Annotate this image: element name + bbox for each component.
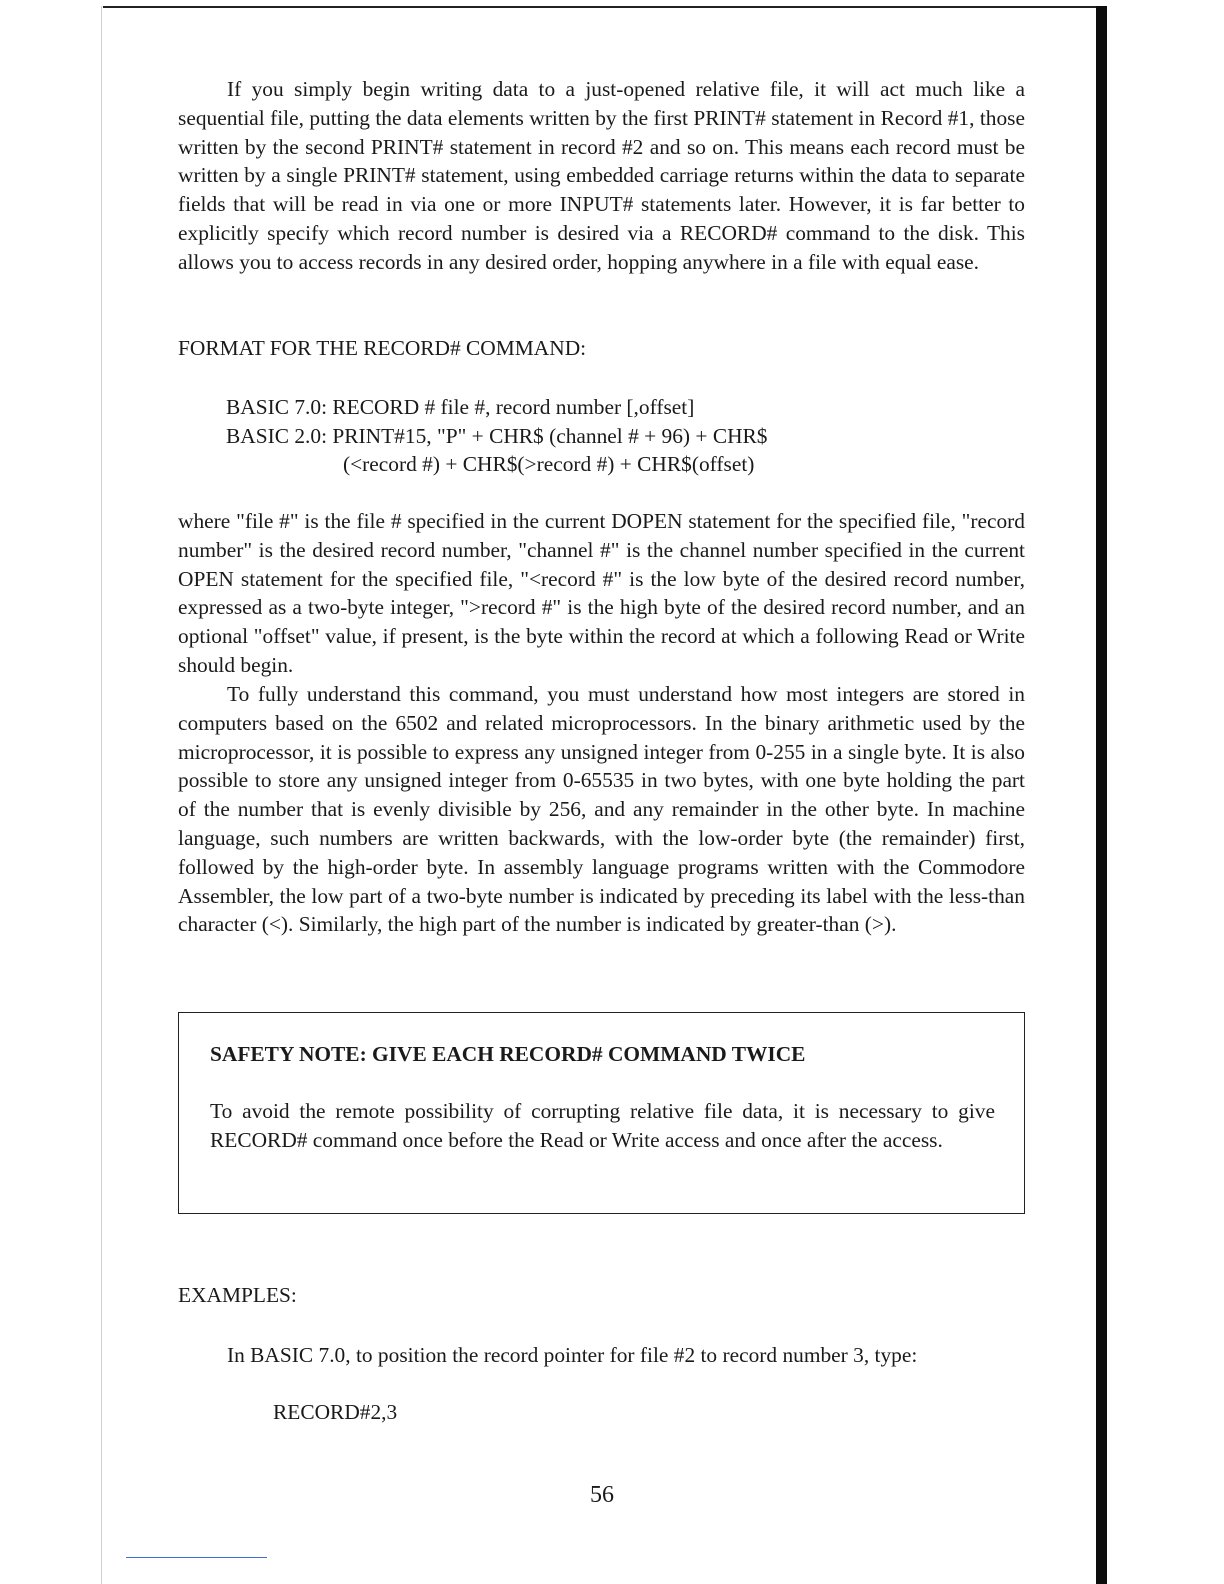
right-binding-bar (1096, 6, 1107, 1584)
basic20-syntax-line1: BASIC 2.0: PRINT#15, "P" + CHR$ (channel # + 96) + CHR$ (226, 424, 768, 448)
basic20-syntax-line2: (<record #) + CHR$(>record #) + CHR$(offset) (343, 452, 755, 476)
integers-paragraph: To fully understand this command, you must understand how most integers are stored in computers based on the 6502 and related microprocessors. In the binary arithmetic used by the microprocessor, it is possible to express any unsigned integer from 0-255 in a single byte. It is also possible to store any unsigned integer from 0-65535 in two bytes, with one byte holding the part of the number that is evenly divisible by 256, and any remainder in the other byte. In machine language, such numbers are written backwards, with the low-order byte (the remainder) first, followed by the high-order byte. In assembly language programs written with the Commodore Assembler, the low part of a two-byte number is indicated by preceding its label with the less-than character (<). Similarly, the high part of the number is indicated by greater-than (>). (178, 682, 1025, 937)
left-edge-rule (101, 6, 102, 1584)
example-basic70-text: In BASIC 7.0, to position the record pointer for file #2 to record number 3, type: (227, 1343, 918, 1367)
format-heading: FORMAT FOR THE RECORD# COMMAND: (178, 336, 587, 360)
where-paragraph: where "file #" is the file # specified in the current DOPEN statement for the specified file, "record number" is the desired record number, "channel #" is the channel number specified in the current OPEN statement for the specified file, "<record #" is the low byte of the desired record number, expressed as a two-byte integer, ">record #" is the high byte of the desired record number, and an optional "offset" value, if present, is the byte within the record at which a following Read or Write should begin. (178, 509, 1025, 677)
top-border-rule (103, 6, 1096, 8)
examples-heading: EXAMPLES: (178, 1283, 297, 1307)
bottom-link-rule (126, 1557, 267, 1558)
safety-note-box (178, 1012, 1025, 1214)
safety-note-body: To avoid the remote possibility of corrupting relative file data, it is necessary to give RECORD# command once before the Read or Write access and once after the access. (210, 1099, 995, 1152)
page-number: 56 (590, 1482, 614, 1508)
intro-paragraph: If you simply begin writing data to a just-opened relative file, it will act much like a sequential file, putting the data elements written by the first PRINT# statement in Record #1, those written by the second PRINT# statement in record #2 and so on. This means each record must be written by a single PRINT# statement, using embedded carriage returns within the data to separate fields that will be read in via one or more INPUT# statements later. However, it is far better to explicitly specify which record number is desired via a RECORD# command to the disk. This allows you to access records in any desired order, hopping anywhere in a file with equal ease. (178, 77, 1025, 274)
safety-note-title: SAFETY NOTE: GIVE EACH RECORD# COMMAND TWICE (210, 1042, 806, 1066)
example-basic70-code: RECORD#2,3 (273, 1400, 398, 1424)
basic70-syntax: BASIC 7.0: RECORD # file #, record number [,offset] (226, 395, 695, 419)
